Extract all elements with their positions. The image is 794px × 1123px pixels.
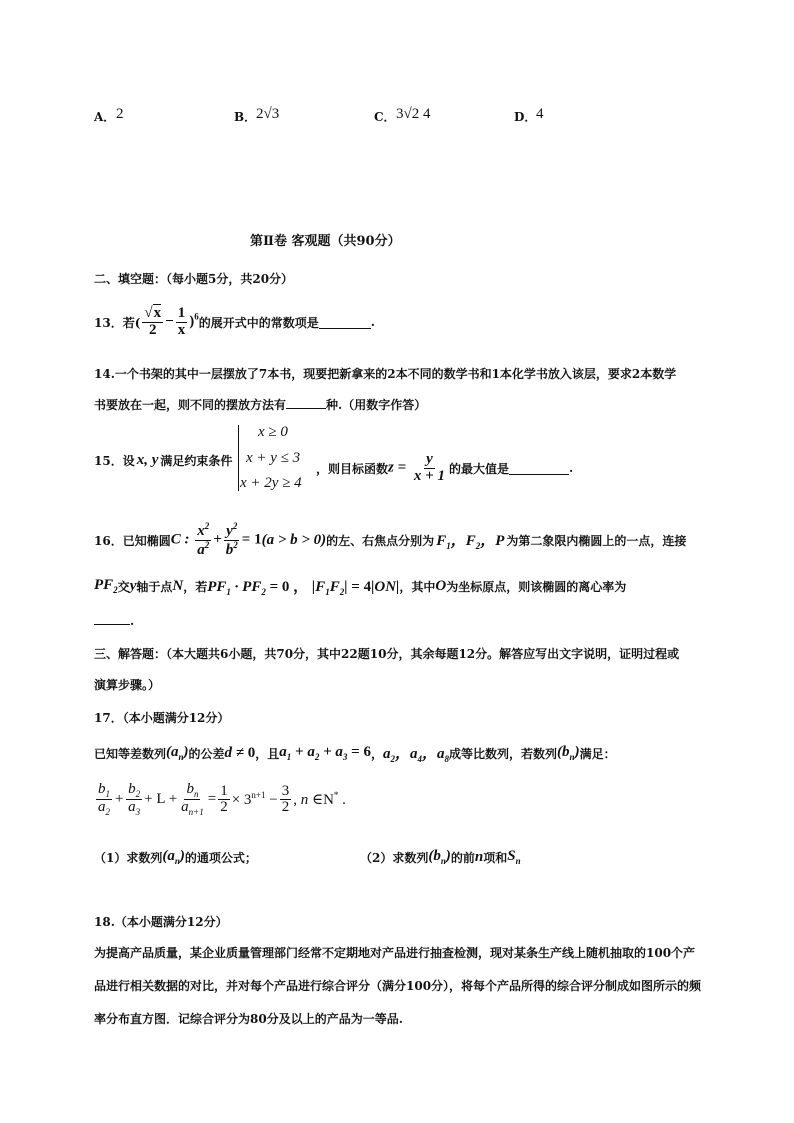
option-a-label: A． xyxy=(94,110,116,124)
q17-bn: $(b_n)$ xyxy=(557,744,580,762)
q13-tail: 的展开式中的常数项是 xyxy=(198,315,319,330)
q16-l2a: 交 xyxy=(117,579,130,594)
q17-terms: $a_2$，$a_4$，$a_8$ xyxy=(383,746,450,764)
option-c-label: C． xyxy=(374,110,396,124)
q13-num: 13．若( xyxy=(94,315,141,330)
q17-part1-an: $(a_n)$ xyxy=(162,848,185,866)
q17-part2-sn: $S_n$ xyxy=(507,848,521,866)
q17-line1b: 的公差 xyxy=(188,746,225,761)
q16-pf2: $PF_2$ xyxy=(94,577,118,595)
question-13 xyxy=(94,306,375,339)
q15-constraint-2: x + y ≤ 3 xyxy=(246,450,301,466)
q15-end: . xyxy=(568,461,574,476)
q17-line1e: 成等比数列，若数列 xyxy=(449,746,558,761)
q15-objective: z = $\frac{y}{x + 1}$ xyxy=(388,451,445,484)
option-b-value: 2√3 xyxy=(256,106,280,122)
q17-part1 xyxy=(94,848,257,866)
q15-goal: ，则目标函数 xyxy=(316,461,389,476)
q14-line2a: 书要放在一起，则不同的摆放方法有 xyxy=(94,398,287,412)
q15-constraint-1: x ≥ 0 xyxy=(258,424,288,440)
question-17-line1 xyxy=(94,742,616,764)
question-15 xyxy=(94,452,232,469)
q16-l2e: 为坐标原点，则该椭圆的离心率为 xyxy=(446,579,627,594)
q16-ellipse: C : $\frac{x^2}{a^2}$ + $\frac{y^2}{b^2}$ = 1 xyxy=(170,521,262,558)
q17-line1d: ， xyxy=(370,746,383,761)
q16-answer-blank[interactable] xyxy=(94,612,130,625)
q17-part1-label: （1）求数列 xyxy=(94,850,163,865)
option-d-label: D． xyxy=(514,110,537,124)
answer-heading-1: 三、解答题：（本大题共6小题，共70分，其中22题10分，其余每题12分。解答应写出文字说明，证明过程或 xyxy=(94,647,680,661)
q17-part2-mid: 的前 xyxy=(450,850,475,865)
q13-answer-blank[interactable] xyxy=(319,316,371,329)
q16-y: y xyxy=(129,577,137,594)
q15-brace xyxy=(238,425,239,491)
q17-line1c: ，且 xyxy=(255,746,280,761)
q15-vars: x, y xyxy=(136,452,159,468)
q16-l2c: ，若 xyxy=(183,579,208,594)
option-d-value: 4 xyxy=(536,106,544,122)
q14-line1: 14.一个书架的其中一层摆放了7本书，现要把新拿来的2本不同的数学书和1本化学书放入该层，要求2本数学 xyxy=(94,367,677,381)
q17-part2 xyxy=(360,848,521,866)
q16-end: . xyxy=(130,614,135,628)
option-a-value: 2 xyxy=(116,106,124,122)
q16-n: N xyxy=(172,577,184,594)
q16-l2b: 轴于点 xyxy=(136,579,173,594)
q17-an: $(a_n)$ xyxy=(166,744,189,762)
q13-end: . xyxy=(370,315,375,330)
q15-mid: 满足约束条件 xyxy=(160,454,233,468)
q15-answer-blank[interactable] xyxy=(509,462,569,475)
q17-part2-bn: $(b_n)$ xyxy=(428,848,451,866)
q16-l2d: ，其中 xyxy=(399,579,436,594)
q17-d: d ≠ 0 xyxy=(224,744,256,761)
q14-line2b: 种.（用数字作答） xyxy=(326,398,427,412)
q17-formula: $\frac{b_1}{a_2}$ + $\frac{b_2}{a_3}$ + L + $\frac{b_n}{a_{n+1}}$ = $\frac{1}{2}$ × $3^{n+1}$ − $\frac{3}{2}$ , n ∈ N* . xyxy=(98,781,346,818)
q18-line1: 为提高产品质量，某企业质量管理部门经常不定期地对产品进行抽查检测，现对某条生产线上随机抽取的100个产 xyxy=(94,946,696,960)
q18-line3: 率分布直方图．记综合评分为80分及以上的产品为一等品. xyxy=(94,1012,403,1026)
q14-answer-blank[interactable] xyxy=(286,396,326,409)
option-b-label: B． xyxy=(234,110,257,124)
q15-num: 15．设 xyxy=(94,454,135,468)
q17-sum: $a_1 + a_2 + a_3 = 6$ xyxy=(279,744,371,762)
q16-dot: $PF_1 \cdot PF_2 = 0$ ， $|F_1F_2| = 4|ON|$ xyxy=(207,579,400,597)
q16-t1: 的左、右焦点分别为 xyxy=(326,533,435,548)
answer-heading-2: 演算步骤。） xyxy=(94,678,161,692)
q15-tail: 的最大值是 xyxy=(448,461,509,476)
q16-num: 16．已知椭圆 xyxy=(94,533,171,548)
q17-part2-tail: 项和 xyxy=(483,850,508,865)
q16-cond: (a > b > 0) xyxy=(261,531,327,548)
q13-expression: $\frac{√x}{2}$ − $\frac{1}{x}$ )$^6$ xyxy=(144,305,199,338)
q17-line1a: 已知等差数列 xyxy=(94,746,167,761)
section2-title: 第Ⅱ卷 客观题（共90分） xyxy=(250,234,401,249)
q17-part2-n: n xyxy=(474,848,484,865)
question-14-line2 xyxy=(94,396,426,413)
question-16-line3 xyxy=(94,612,134,628)
q16-foci: $F_1$，$F_2$，P xyxy=(436,533,505,552)
q17-line1f: 满足： xyxy=(579,746,616,761)
question-15-goal xyxy=(316,452,573,485)
q17-part1-tail: 的通项公式； xyxy=(184,850,257,865)
q18-line2: 品进行相关数据的对比，并对每个产品进行综合评分（满分100分），将每个产品所得的综合评分制成如图所示的频 xyxy=(94,979,702,993)
q16-t2: 为第二象限内椭圆上的一点，连接 xyxy=(506,533,687,548)
q17-part2-label: （2）求数列 xyxy=(360,850,429,865)
fill-heading: 二、填空题：（每小题5分，共20分） xyxy=(94,272,294,286)
option-c-value: 3√2 4 xyxy=(396,106,431,122)
question-16-line1 xyxy=(94,522,686,559)
q17-title: 17．（本小题满分12分） xyxy=(94,711,230,725)
question-16-line2 xyxy=(94,575,626,597)
q18-title: 18.（本小题满分12分） xyxy=(94,915,228,929)
q16-o: O xyxy=(435,577,447,594)
q15-constraint-3: x + 2y ≥ 4 xyxy=(240,475,302,491)
